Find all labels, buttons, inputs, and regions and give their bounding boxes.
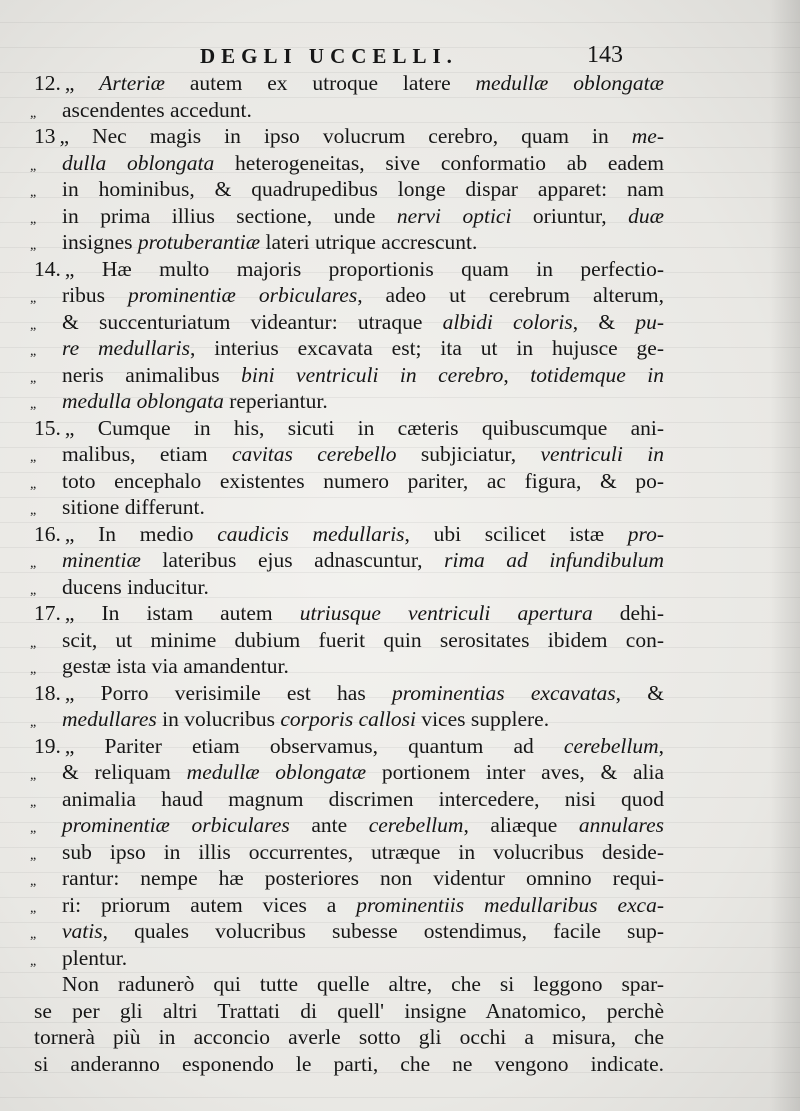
paragraph-number: 17. [34,601,61,625]
line-text: plentur. [62,945,128,970]
line-text: 17. „ In istam autem utriusque ventriculi apertura dehi- [34,601,664,625]
quote-marker: „ [30,370,37,386]
text-line [30,203,664,230]
text-line [30,574,664,601]
line-text: prominentiæ orbiculares ante cerebellum, aliæque annulares [62,813,665,837]
prose-line [34,998,664,1025]
line-text: gestæ ista via amandentur. [62,654,289,678]
line-text: medulla oblongata reperiantur. [62,389,328,413]
quote-marker: „ [30,105,37,121]
text-line [30,441,664,468]
paragraph-number: 14. [34,256,61,281]
text-line [34,70,664,97]
prose-line [34,1024,664,1051]
line-text: si anderanno esponendo le parti, che ne vengono indicate. [34,1051,664,1076]
line-text: neris animalibus bini ventriculi in cerebro, totidemque in [62,362,664,387]
quote-marker: „ [30,397,37,412]
paragraph-number: 12. [34,71,61,95]
text-line [30,309,664,336]
line-text: in prima illius sectione, unde nervi optici oriuntur, duæ [62,203,664,228]
quote-marker: „ [30,953,37,969]
text-line [30,706,664,733]
text-line [30,335,664,362]
line-text: minentiæ lateribus ejus adnascuntur, rima ad infundibulum [62,548,664,572]
page-body [30,70,665,1077]
quote-marker: „ [30,503,37,518]
line-text: ribus prominentiæ orbiculares, adeo ut cerebrum alterum, [62,283,665,307]
quote-marker: „ [30,450,37,465]
text-line [30,229,664,256]
paragraph-number: 16. [34,521,61,546]
quote-marker: „ [30,556,37,571]
line-text: insignes protuberantiæ lateri utrique accrescunt. [62,230,478,254]
quote-marker: „ [30,821,37,836]
text-line [34,600,664,627]
text-line [30,786,664,813]
line-text: malibus, etiam cavitas cerebello subjiciatur, ventriculi in [62,442,664,466]
text-line [34,733,664,760]
line-text: ascendentes accedunt. [62,97,252,122]
line-text: & succenturiatum videantur: utraque albidi coloris, & pu- [62,309,664,334]
line-text: ducens inducitur. [62,574,209,599]
quote-marker: „ [30,211,37,227]
text-line [34,415,664,442]
text-line [30,468,664,495]
text-line [30,812,665,839]
quote-marker: „ [30,794,37,810]
text-line [30,627,664,654]
quote-marker: „ [30,185,37,200]
line-text: se per gli altri Trattati di quell' insigne Anatomico, perchè [34,998,664,1023]
quote-marker: „ [30,847,37,863]
line-text: rantur: nempe hæ posteriores non videntur omnino requi- [62,866,664,890]
quote-marker: „ [30,291,37,306]
text-line [34,680,664,707]
line-text: re medullaris, interius excavata est; ita ut in hujusce ge- [62,336,664,360]
line-text: medullares in volucribus corporis callosi vices supplere. [62,707,550,731]
quote-marker: „ [30,900,37,916]
line-text: ri: priorum autem vices a prominentiis medullaribus exca- [62,892,664,917]
line-text: 15. „ Cumque in his, sicuti in cæteris quibuscumque ani- [34,415,664,440]
line-text: in hominibus, & quadrupedibus longe dispar apparet: nam [62,177,664,201]
line-text: 14. „ Hæ multo majoris proportionis quam in perfectio- [34,256,664,281]
line-text: dulla oblongata heterogeneitas, sive conformatio ab eadem [62,150,664,175]
text-line [30,150,664,177]
quote-marker: „ [30,344,37,359]
quote-marker: „ [30,238,37,253]
quote-marker: „ [30,582,37,598]
line-text: toto encephalo existentes numero pariter, ac figura, & po- [62,468,664,493]
line-text: 13 „ Nec magis in ipso volucrum cerebro, quam in me- [34,124,664,148]
prose-line [34,971,664,998]
text-line [30,282,665,309]
line-text: animalia haud magnum discrimen intercedere, nisi quod [62,786,664,811]
quote-marker: „ [30,317,37,333]
quote-marker: „ [30,874,37,889]
page-edge-shadow [770,0,800,1111]
text-line [30,362,664,389]
line-text: Non radunerò qui tutte quelle altre, che si leggono spar- [62,972,664,996]
prose-line [34,1051,664,1078]
line-text: sitione differunt. [62,495,205,519]
paragraph-number: 15. [34,415,61,440]
line-text: 18. „ Porro verisimile est has prominentias excavatas, & [34,680,665,705]
line-text: scit, ut minime dubium fuerit quin serositates ibidem con- [62,627,664,652]
quote-marker: „ [30,768,37,783]
text-line [34,256,664,283]
text-line [30,759,664,786]
text-line [30,918,664,945]
text-line [30,653,664,680]
quote-marker: „ [30,662,37,677]
quote-marker: „ [30,476,37,492]
text-line [30,892,664,919]
paragraph-number: 18. [34,680,61,705]
page-number: 143 [587,42,623,68]
line-text: & reliquam medullæ oblongatæ portionem inter aves, & alia [62,760,664,784]
quote-marker: „ [30,635,37,651]
quote-marker: „ [30,158,37,174]
text-line [30,547,664,574]
text-line [30,839,664,866]
text-line [30,388,664,415]
line-text: 12. „ Arteriæ autem ex utroque latere medullæ oblongatæ [34,71,664,95]
quote-marker: „ [30,927,37,942]
line-text: 16. „ In medio caudicis medullaris, ubi scilicet istæ pro- [34,521,665,546]
line-text: 19. „ Pariter etiam observamus, quantum ad cerebellum, [34,733,664,758]
line-text: sub ipso in illis occurrentes, utræque in volucribus deside- [62,839,664,864]
text-line [30,865,664,892]
text-line [30,176,664,203]
text-line [30,97,664,124]
text-line [34,521,664,548]
text-line [34,123,664,150]
text-line [30,494,664,521]
quote-marker: „ [30,715,37,730]
paragraph-number: 13 [34,124,56,148]
line-text: vatis, quales volucribus subesse ostendimus, facile sup- [62,919,664,943]
text-line [30,945,664,972]
paragraph-number: 19. [34,733,61,758]
line-text: tornerà più in acconcio averle sotto gli occhi a misura, che [34,1025,664,1049]
running-head: DEGLI UCCELLI. [200,44,458,68]
